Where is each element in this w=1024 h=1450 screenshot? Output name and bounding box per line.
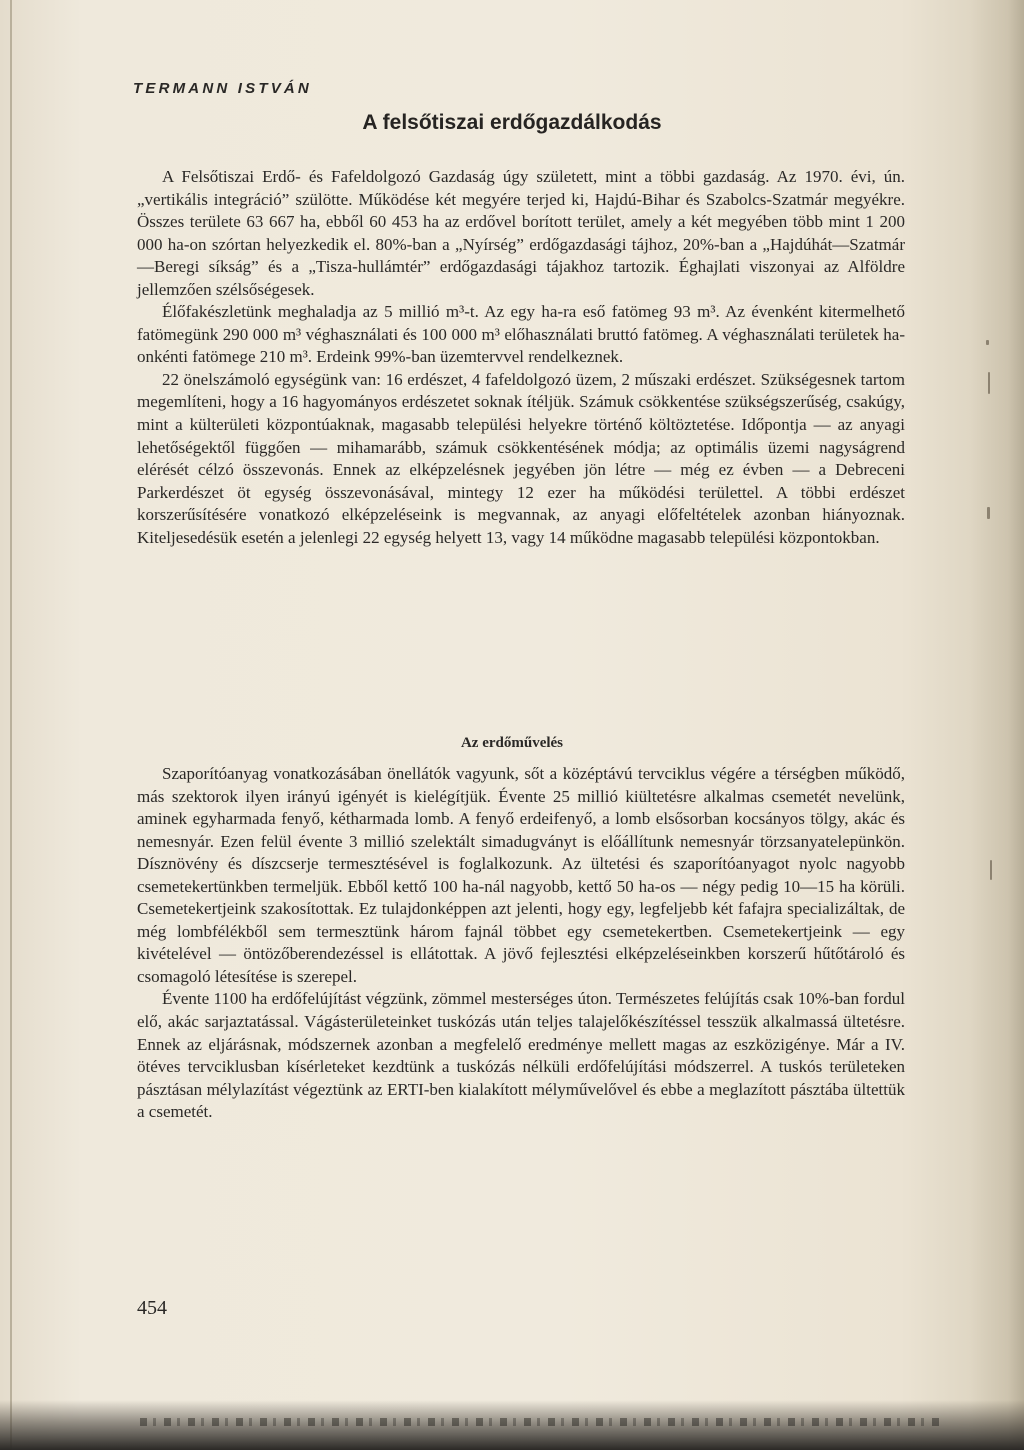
paragraph: Élőfakészletünk meghaladja az 5 millió m³-t. Az egy ha-ra eső fatömeg 93 m³. Az évenként kitermelhető fatömegünk 290 000 m³ véghasználati és 100 000 m³ előhasználati bruttó fatömeg. A véghasználati területek ha-onkénti fatömege 210 m³. Erdeink 99%-ban üzemtervvel rendelkeznek. bbox=[137, 302, 905, 367]
author-name: TERMANN ISTVÁN bbox=[133, 80, 312, 97]
article-title: A felsőtiszai erdőgazdálkodás bbox=[362, 111, 662, 134]
margin-mark bbox=[988, 372, 990, 394]
paragraph: Évente 1100 ha erdőfelújítást végzünk, zömmel mesterséges úton. Természetes felújítás csak 10%-ban fordul elő, akác sarjaztatással. Vágásterületeinket tuskózás után teljes talajelőkészítéssel tesszük alkalmassá ültetésre. Ennek az eljárásnak, módszernek azonban a megfelelő eredménye mellett magas az eszközigénye. Már a IV. ötéves tervciklusban kísérleteket kezdtünk a tuskózás nélküli erdőfelújítási módszerrel. A tuskós területeken pásztásan mélylazítást végeztünk az ERTI-ben kialakított mélyművelővel és ebbe a meglazított pásztába ültettük a csemetét. bbox=[137, 989, 905, 1122]
paragraph: Szaporítóanyag vonatkozásában önellátók vagyunk, sőt a középtávú tervciklus végére a térségben működő, más szektorok ilyen irányú igényét is kielégítjük. Évente 25 millió kiültetésre alkalmas csemetét nevelünk, aminek egyharmada fenyő, kétharmada lomb. A fenyő erdeifenyő, a lomb elsősorban kocsányos tölgy, akác és nemesnyár. Ezen felül évente 3 millió szelektált simadugványt is előállítunk nemesnyár törzsanyatelepünkön. Dísznövény és díszcserje termesztésével is foglalkozunk. Az ültetési és szaporítóanyagot nyolc nagyobb csemetekertünkben termeljük. Ebből kettő 100 ha-nál nagyobb, kettő 50 ha-os — négy pedig 10—15 ha körüli. Csemetekertjeink szakosítottak. Ez tulajdonképpen azt jelenti, hogy egy, legfeljebb két fafajra specializáltak, de még lombfélékből sem termesztünk három fajnál többet egy csemetekertben. Csemetekertjeink — egy kivételével — öntözőberendezéssel is ellátottak. A jövő fejlesztési elképzeléseinkben korszerű hűtőtároló és csomagoló létesítése is szerepel. bbox=[137, 764, 905, 986]
margin-mark bbox=[987, 507, 990, 519]
page-number: 454 bbox=[137, 1297, 167, 1319]
page-edge-line bbox=[10, 0, 12, 1450]
scan-artifact bbox=[140, 1418, 940, 1426]
paragraph: A Felsőtiszai Erdő- és Fafeldolgozó Gazdaság úgy született, mint a többi gazdaság. Az 1970. évi, ún. „vertikális integráció” szülötte. Működése két megyére terjed ki, Hajdú-Bihar és Szabolcs-Szatmár megyékre. Összes területe 63 667 ha, ebből 60 453 ha az erdővel borított terület, amely a két megyében több mint 1 200 000 ha-on szórtan helyezkedik el. 80%-ban a „Nyírség” erdőgazdasági tájhoz, 20%-ban a „Hajdúhát—Szatmár—Beregi síkság” és a „Tisza-hullámtér” erdőgazdasági tájakhoz tartozik. Éghajlati viszonyai az Alföldre jellemzően szélsőségesek. bbox=[137, 167, 905, 299]
section-text-block bbox=[137, 763, 905, 1124]
page-edge-shadow bbox=[970, 0, 1024, 1450]
paragraph: 22 önelszámoló egységünk van: 16 erdészet, 4 fafeldolgozó üzem, 2 műszaki erdészet. Szükségesnek tartom megemlíteni, hogy a 16 hagyományos erdészetet soknak ítéljük. Számuk csökkentése szükségszerűség, csakúgy, mint a külterületi központúaknak, magasabb települési helyekre történő költöztetése. Időpontja — az anyagi lehetőségektől függően — mihamarább, számuk csökkentésének módja; az optimális üzemi nagyságrend elérését célzó összevonás. Ennek az elképzelésnek jegyében jön létre — még ez évben — a Debreceni Parkerdészet öt egység összevonásával, mintegy 12 ezer ha működési területtel. A többi erdészet korszerűsítésére vonatkozó elképzeléseink is megvannak, az anyagi előfeltételek azonban hiányoznak. Kiteljesedésük esetén a jelenlegi 22 egység helyett 13, vagy 14 működne magasabb települési központokban. bbox=[137, 369, 905, 547]
intro-text-block bbox=[137, 166, 905, 549]
margin-mark bbox=[990, 860, 992, 880]
section-heading: Az erdőművelés bbox=[460, 735, 564, 751]
margin-mark bbox=[986, 340, 989, 345]
